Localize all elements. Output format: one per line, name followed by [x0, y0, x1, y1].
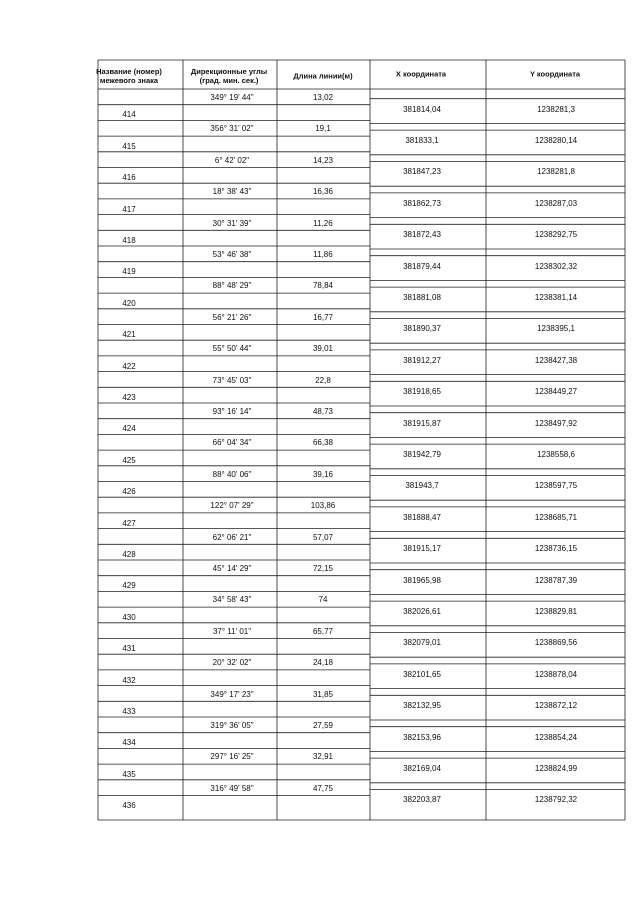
point-y: 1238395,1: [537, 324, 575, 334]
point-x: 382153,96: [403, 732, 441, 742]
segment-angle: 316° 49' 58": [210, 783, 254, 793]
point-name: 434: [122, 738, 136, 748]
segment-angle: 30° 31' 39": [212, 218, 252, 228]
point-y: 1238854,24: [534, 732, 578, 742]
point-name: 431: [122, 644, 136, 654]
point-name: 422: [122, 361, 136, 371]
point-x: 381814,04: [403, 104, 441, 114]
header-angles: [191, 67, 267, 85]
point-y: 1238302,32: [534, 261, 578, 271]
header-angles-line2: (град. мин. сек.): [199, 76, 259, 85]
point-name: 417: [122, 204, 136, 214]
point-y: 1238497,92: [534, 418, 578, 428]
point-x: 382132,95: [403, 701, 441, 711]
segment-length: 11,86: [313, 250, 333, 259]
point-x: 381881,08: [403, 292, 441, 302]
segment-length: 66,38: [312, 438, 334, 448]
point-name: 428: [122, 549, 136, 559]
point-x: 381888,47: [403, 512, 441, 522]
segment-length: 22,8: [315, 375, 331, 385]
point-y: 1238824,99: [534, 763, 578, 773]
segment-angle: 62° 06' 21": [212, 532, 252, 542]
segment-length: 48,73: [312, 407, 334, 416]
point-name: 414: [122, 110, 136, 120]
segment-length: 16,36: [312, 187, 334, 197]
header-y: Y координата: [529, 69, 581, 79]
point-name: 420: [122, 298, 136, 308]
point-x: 381890,37: [403, 324, 441, 334]
segment-length: 11,26: [313, 218, 333, 228]
segment-angle: 37° 11' 01": [212, 626, 252, 636]
segment-length: 57,07: [312, 532, 334, 542]
segment-angle: 53° 46' 38": [212, 250, 252, 259]
point-y: 1238427,38: [534, 355, 578, 365]
segment-angle: 297° 16' 25": [210, 752, 254, 762]
point-x: 381943,7: [405, 481, 439, 491]
point-y: 1238869,56: [534, 638, 578, 648]
point-x: 381862,73: [403, 198, 441, 208]
segment-length: 32,91: [312, 752, 334, 762]
point-name: 419: [122, 267, 136, 277]
point-name: 432: [122, 675, 136, 685]
point-name: 418: [122, 235, 136, 245]
segment-length: 19,1: [315, 124, 331, 134]
point-y: 1238872,12: [534, 701, 578, 711]
point-x: 382203,87: [403, 795, 441, 805]
segment-angle: 93° 16' 14": [212, 407, 252, 416]
point-x: 381912,27: [403, 355, 441, 365]
segment-length: 78,84: [312, 281, 334, 291]
point-y: 1238736,15: [534, 544, 578, 554]
point-y: 1238281,3: [537, 104, 575, 114]
point-name: 436: [122, 801, 136, 811]
point-y: 1238787,39: [534, 575, 578, 585]
point-x: 381833,1: [405, 135, 439, 145]
point-y: 1238685,71: [534, 512, 578, 522]
header-name-line1: Название (номер): [96, 67, 162, 76]
point-name: 429: [122, 581, 136, 591]
segment-angle: 34° 58' 43": [212, 595, 252, 605]
segment-angle: 349° 19' 44": [210, 93, 254, 102]
header-length: Длина линии(м): [293, 71, 353, 81]
point-y: 1238597,75: [534, 481, 578, 491]
segment-length: 31,85: [312, 689, 334, 699]
point-x: 382026,61: [403, 606, 441, 616]
segment-angle: 6° 42' 02": [214, 155, 250, 165]
segment-length: 39,16: [312, 469, 334, 479]
point-y: 1238558,6: [537, 449, 575, 459]
segment-length: 39,01: [312, 344, 334, 354]
point-y: 1238792,32: [534, 795, 578, 805]
point-name: 426: [122, 487, 136, 497]
point-y: 1238878,04: [534, 669, 578, 679]
segment-angle: 349° 17' 23": [210, 689, 254, 699]
segment-length: 14,23: [312, 155, 334, 165]
header-angles-line1: Дирекционные углы: [190, 67, 268, 76]
segment-length: 47,75: [312, 783, 334, 793]
point-x: 382101,65: [403, 669, 441, 679]
point-y: 1238280,14: [534, 135, 578, 145]
point-name: 421: [122, 330, 136, 340]
header-name-line2: межевого знака: [99, 76, 159, 85]
point-x: 382079,01: [403, 638, 441, 648]
header-x: Х координата: [395, 69, 447, 79]
segment-angle: 20° 32' 02": [212, 658, 252, 668]
segment-length: 65,77: [312, 626, 334, 636]
point-name: 433: [122, 706, 136, 716]
header-name: [96, 67, 162, 85]
segment-length: 27,59: [312, 721, 334, 730]
point-name: 416: [122, 173, 136, 183]
point-y: 1238292,75: [534, 230, 578, 240]
segment-length: 103,86: [310, 501, 336, 511]
point-x: 381847,23: [403, 167, 441, 177]
point-y: 1238829,81: [534, 606, 578, 616]
point-x: 381915,87: [403, 418, 441, 428]
segment-length: 74: [318, 595, 328, 605]
point-y: 1238381,14: [534, 292, 578, 302]
segment-angle: 122° 07' 29": [210, 501, 254, 511]
segment-angle: 66° 04' 34": [212, 438, 252, 448]
point-x: 381915,17: [403, 544, 441, 554]
point-name: 423: [122, 392, 136, 402]
segment-angle: 73° 45' 03": [212, 375, 252, 385]
point-name: 427: [122, 518, 136, 528]
segment-length: 24,18: [312, 658, 334, 668]
segment-angle: 319° 36' 05": [210, 721, 254, 730]
point-x: 381965,98: [403, 575, 441, 585]
point-x: 381879,44: [403, 261, 441, 271]
point-name: 424: [122, 424, 136, 434]
segment-length: 16,77: [312, 312, 334, 322]
segment-angle: 88° 48' 29": [212, 281, 252, 291]
segment-angle: 45° 14' 29": [212, 564, 252, 573]
segment-angle: 56° 21' 26": [212, 312, 252, 322]
segment-length: 13,02: [312, 93, 334, 102]
point-y: 1238287,03: [534, 198, 578, 208]
point-x: 381942,79: [403, 449, 441, 459]
point-x: 381872,43: [403, 230, 441, 240]
point-x: 381918,65: [403, 387, 441, 397]
point-y: 1238449,27: [534, 387, 578, 397]
segment-angle: 88° 40' 06": [212, 469, 252, 479]
point-name: 430: [122, 612, 136, 622]
point-name: 415: [122, 141, 136, 151]
point-x: 382169,04: [403, 763, 441, 773]
segment-angle: 55° 50' 44": [212, 344, 252, 354]
point-name: 435: [122, 769, 136, 779]
point-y: 1238281,8: [537, 167, 575, 177]
point-name: 425: [122, 455, 136, 465]
segment-angle: 356° 31' 02": [210, 124, 254, 134]
segment-length: 72,15: [312, 564, 334, 573]
segment-angle: 18° 38' 43": [212, 187, 252, 197]
